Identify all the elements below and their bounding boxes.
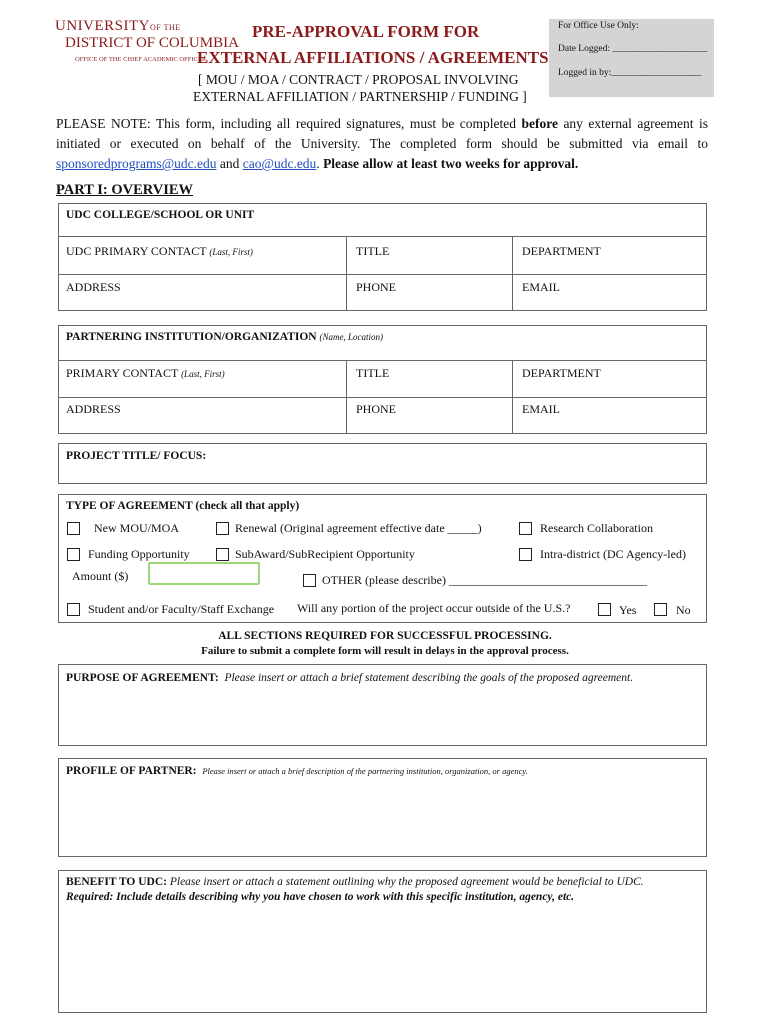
partner-institution-hint: (Name, Location) bbox=[319, 332, 383, 342]
note-approval-time: Please allow at least two weeks for approval. bbox=[323, 156, 579, 171]
purpose-label: PURPOSE OF AGREEMENT: bbox=[66, 672, 219, 684]
note-text: PLEASE NOTE: This form, including all required signatures, must be completed bbox=[56, 116, 522, 131]
partner-title-field[interactable]: TITLE bbox=[356, 366, 390, 380]
note-period: . bbox=[316, 156, 324, 171]
renewal-checkbox[interactable] bbox=[216, 522, 229, 535]
profile-box[interactable] bbox=[58, 758, 707, 857]
subaward-label: SubAward/SubRecipient Opportunity bbox=[235, 547, 415, 561]
partner-address-field[interactable]: ADDRESS bbox=[66, 402, 121, 416]
please-note-paragraph bbox=[56, 114, 708, 174]
form-subtitle-line1: [ MOU / MOA / CONTRACT / PROPOSAL INVOLVING bbox=[198, 72, 519, 87]
note-before: before bbox=[521, 116, 558, 131]
partner-institution-text: PARTNERING INSTITUTION/ORGANIZATION bbox=[66, 331, 320, 343]
other-checkbox[interactable] bbox=[303, 574, 316, 587]
form-title-line2: EXTERNAL AFFILIATIONS / AGREEMENTS bbox=[197, 48, 549, 67]
purpose-label-row bbox=[66, 672, 633, 684]
office-use-title: For Office Use Only: bbox=[558, 21, 639, 31]
funding-opportunity-label: Funding Opportunity bbox=[88, 547, 190, 561]
benefit-required-note: Required: Include details describing why you have chosen to work with this specific institution, agency, etc. bbox=[66, 891, 575, 903]
purpose-box[interactable] bbox=[58, 664, 707, 746]
udc-primary-contact-text: UDC PRIMARY CONTACT bbox=[66, 244, 210, 258]
required-warning: Failure to submit a complete form will result in delays in the approval process. bbox=[201, 645, 569, 657]
partner-institution-label[interactable] bbox=[66, 331, 383, 343]
logo-text-office: OFFICE OF THE CHIEF ACADEMIC OFFICER bbox=[75, 56, 207, 63]
required-notice: ALL SECTIONS REQUIRED FOR SUCCESSFUL PROCESSING. bbox=[218, 630, 552, 642]
student-exchange-label: Student and/or Faculty/Staff Exchange bbox=[88, 602, 275, 616]
partner-phone-field[interactable]: PHONE bbox=[356, 402, 397, 416]
partner-department-field[interactable]: DEPARTMENT bbox=[522, 366, 601, 380]
profile-label: PROFILE OF PARTNER: bbox=[66, 765, 197, 777]
partner-info-box bbox=[58, 325, 707, 434]
form-title-line1: PRE-APPROVAL FORM FOR bbox=[252, 22, 480, 41]
cao-email-link[interactable]: cao@udc.edu bbox=[242, 156, 317, 171]
amount-input[interactable] bbox=[148, 562, 260, 585]
benefit-box[interactable] bbox=[58, 870, 707, 1013]
research-collaboration-checkbox[interactable] bbox=[519, 522, 532, 535]
part1-heading: PART I: OVERVIEW bbox=[56, 182, 194, 198]
udc-unit-label: UDC COLLEGE/SCHOOL OR UNIT bbox=[66, 209, 255, 221]
subaward-checkbox[interactable] bbox=[216, 548, 229, 561]
project-title-label: PROJECT TITLE/ FOCUS: bbox=[66, 450, 207, 462]
purpose-hint: Please insert or attach a brief statement describing the goals of the proposed agreement. bbox=[224, 672, 634, 684]
benefit-label: BENEFIT TO UDC: bbox=[66, 876, 167, 888]
amount-label: Amount ($) bbox=[72, 569, 129, 583]
logged-by-field[interactable]: Logged in by:___________________ bbox=[558, 68, 702, 78]
outside-us-yes-checkbox[interactable] bbox=[598, 603, 611, 616]
note-text-2: any external agreement is initiated or executed on behalf of the University. The completed form should be submitted via email to bbox=[56, 116, 709, 151]
renewal-label: Renewal (Original agreement effective date _____) bbox=[235, 521, 482, 535]
benefit-label-row bbox=[66, 876, 644, 888]
new-mou-checkbox[interactable] bbox=[67, 522, 80, 535]
outside-us-no-label: No bbox=[676, 603, 691, 617]
udc-department-field[interactable]: DEPARTMENT bbox=[522, 244, 601, 258]
udc-primary-contact-label[interactable] bbox=[66, 244, 253, 259]
udc-primary-contact-hint: (Last, First) bbox=[209, 247, 253, 257]
research-collaboration-label: Research Collaboration bbox=[540, 521, 653, 535]
form-subtitle-line2: EXTERNAL AFFILIATION / PARTNERSHIP / FUNDING ] bbox=[193, 89, 527, 104]
partner-email-field[interactable]: EMAIL bbox=[522, 402, 560, 416]
date-logged-field[interactable]: Date Logged: ____________________ bbox=[558, 44, 708, 54]
udc-address-field[interactable]: ADDRESS bbox=[66, 280, 121, 294]
student-exchange-checkbox[interactable] bbox=[67, 603, 80, 616]
funding-opportunity-checkbox[interactable] bbox=[67, 548, 80, 561]
university-logo bbox=[55, 18, 239, 68]
logo-text-university: UNIVERSITY bbox=[55, 18, 150, 34]
intra-district-checkbox[interactable] bbox=[519, 548, 532, 561]
project-title-box[interactable] bbox=[58, 443, 707, 484]
logo-text-dc: DISTRICT OF COLUMBIA bbox=[65, 35, 239, 51]
other-label: OTHER (please describe) _________________________________ bbox=[322, 573, 647, 587]
outside-us-yes-label: Yes bbox=[619, 603, 637, 617]
agreement-type-heading: TYPE OF AGREEMENT (check all that apply) bbox=[66, 500, 300, 512]
sponsored-programs-email-link[interactable]: sponsoredprograms@udc.edu bbox=[56, 156, 217, 171]
partner-primary-contact-label[interactable] bbox=[66, 366, 225, 381]
udc-title-field[interactable]: TITLE bbox=[356, 244, 390, 258]
partner-primary-contact-hint: (Last, First) bbox=[181, 369, 225, 379]
outside-us-no-checkbox[interactable] bbox=[654, 603, 667, 616]
profile-label-row bbox=[66, 765, 528, 777]
office-use-box bbox=[549, 19, 714, 97]
logo-text-of-the: OF THE bbox=[150, 23, 181, 32]
benefit-hint: Please insert or attach a statement outlining why the proposed agreement would be beneficial to UDC. bbox=[169, 876, 644, 888]
udc-phone-field[interactable]: PHONE bbox=[356, 280, 397, 294]
partner-primary-contact-text: PRIMARY CONTACT bbox=[66, 366, 182, 380]
udc-info-box bbox=[58, 203, 707, 311]
udc-email-field[interactable]: EMAIL bbox=[522, 280, 560, 294]
new-mou-label: New MOU/MOA bbox=[94, 521, 179, 535]
note-and: and bbox=[216, 156, 243, 171]
intra-district-label: Intra-district (DC Agency-led) bbox=[540, 547, 686, 561]
agreement-type-box bbox=[58, 494, 707, 623]
outside-us-question: Will any portion of the project occur outside of the U.S.? bbox=[297, 601, 571, 615]
profile-hint: Please insert or attach a brief description of the partnering institution, organization, or agency. bbox=[202, 766, 528, 776]
